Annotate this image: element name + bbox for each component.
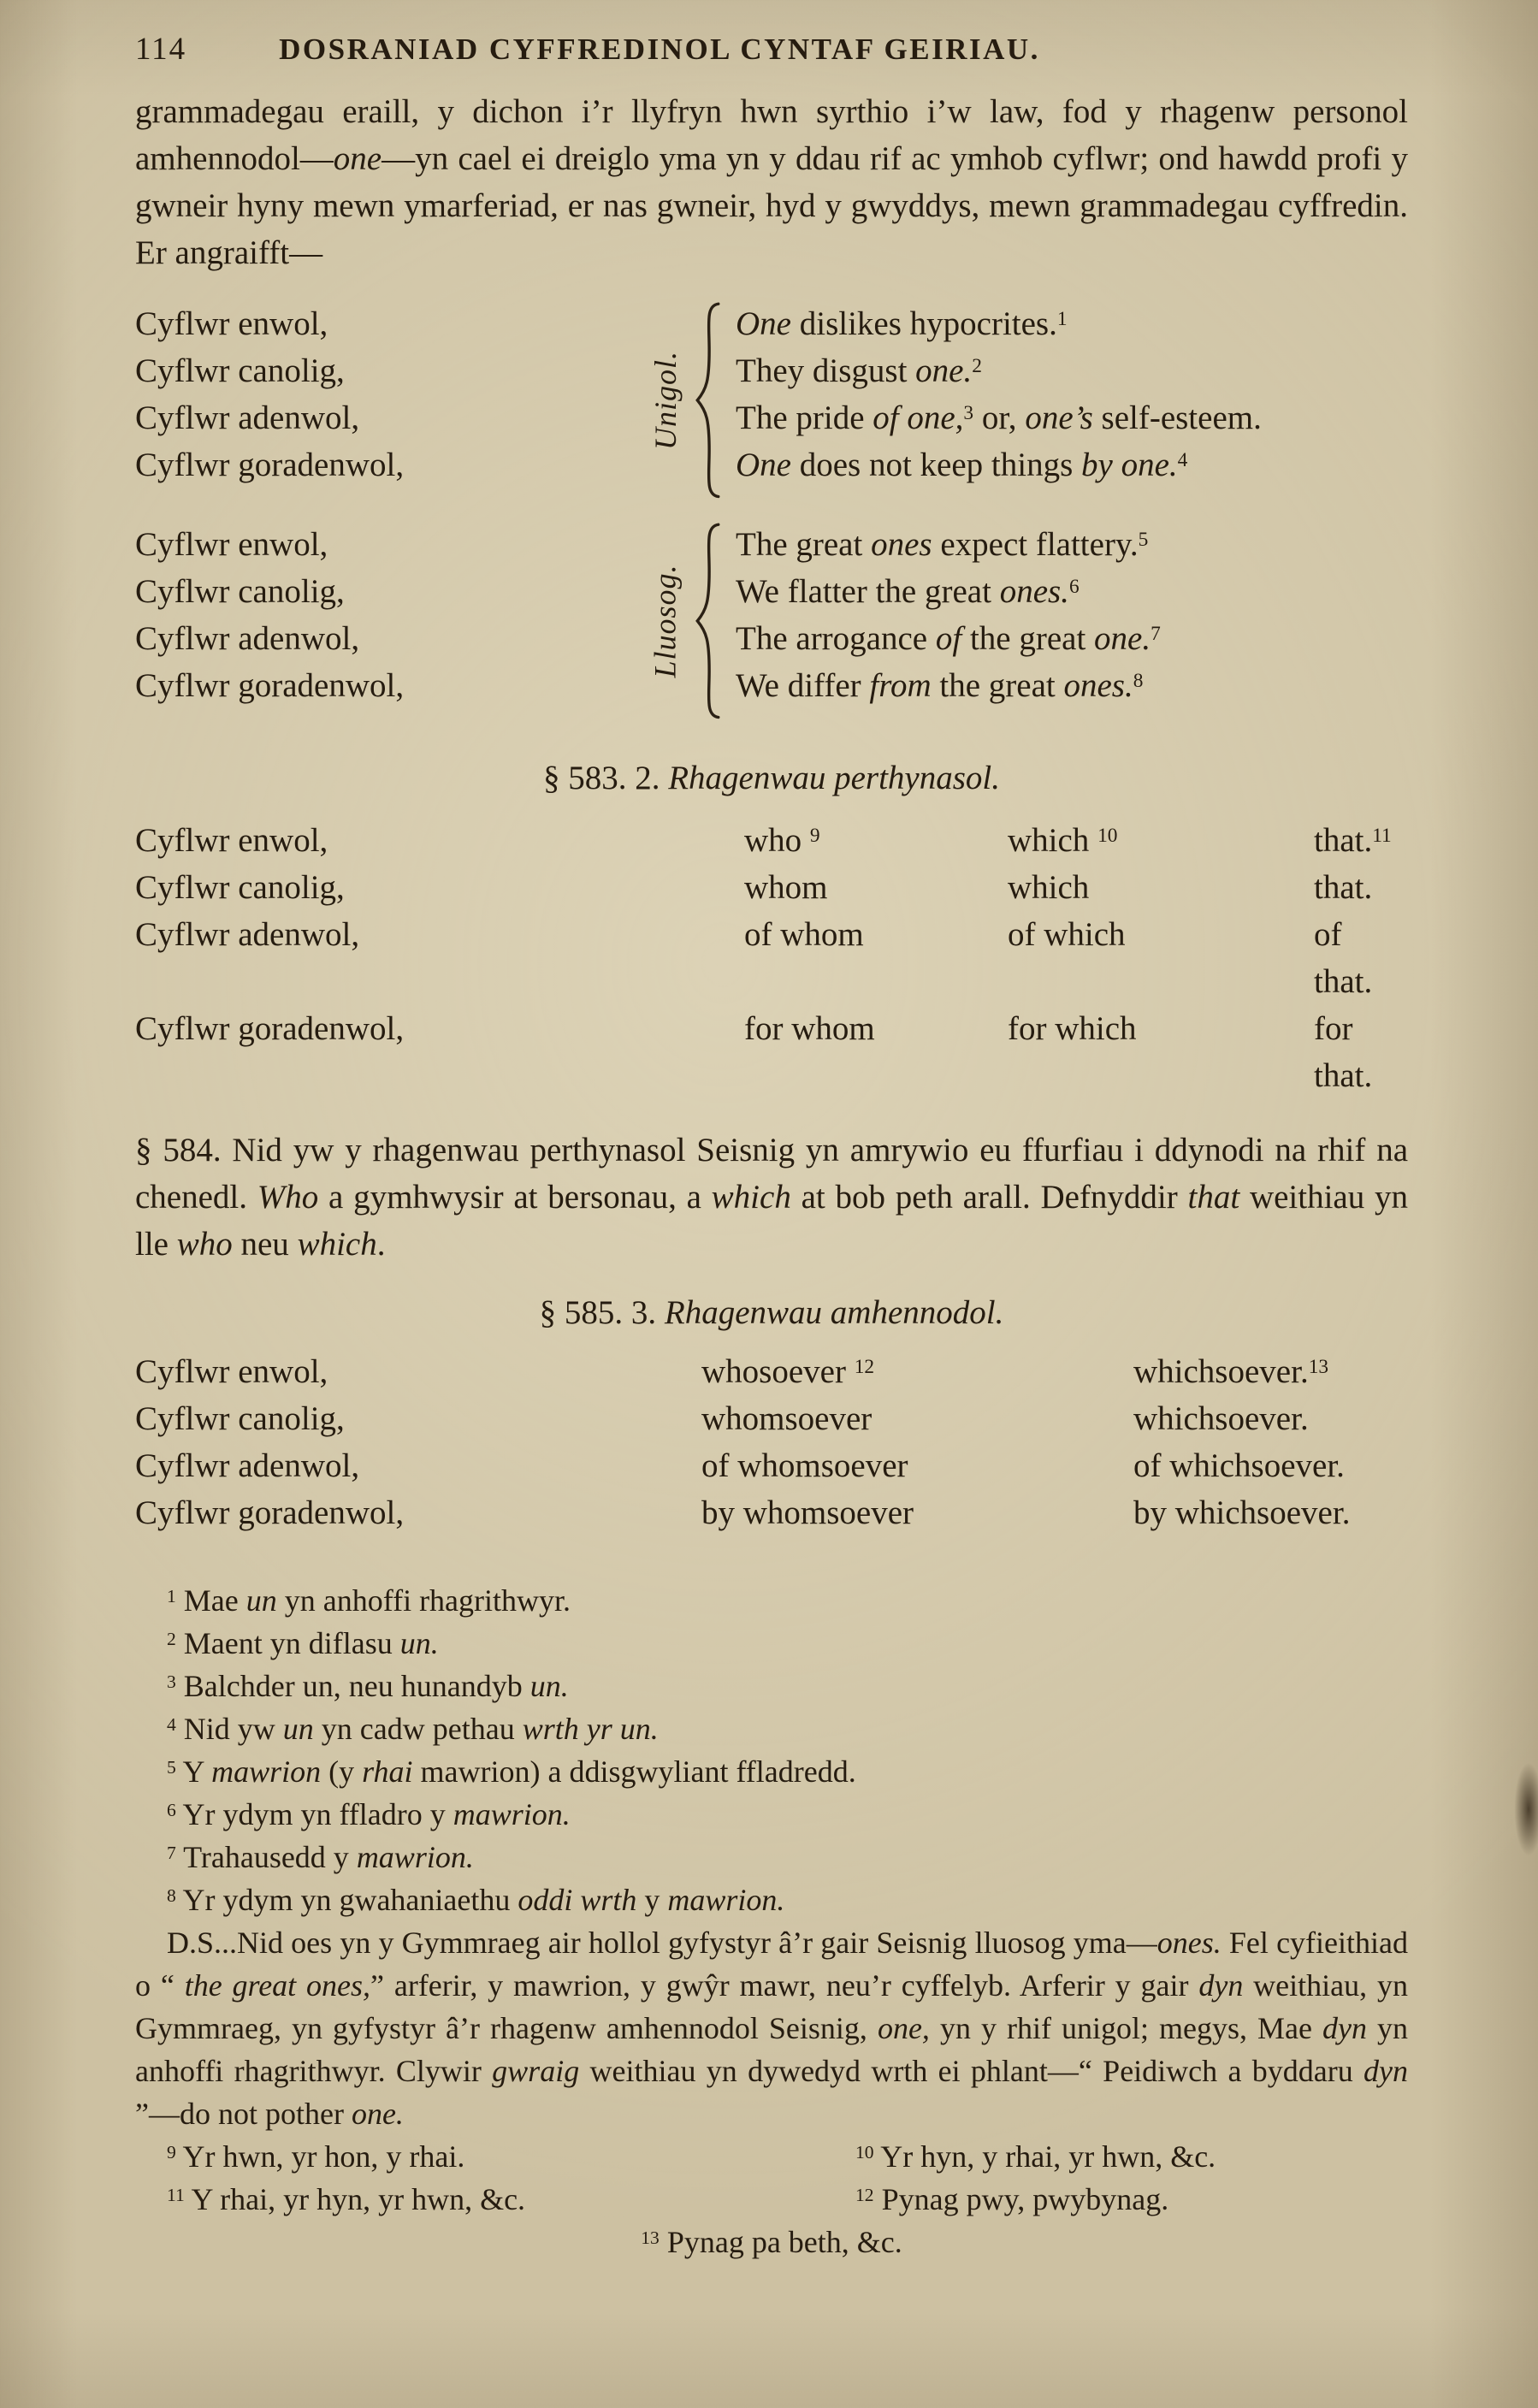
indefinite-pronouns-table [135, 1348, 1408, 1536]
example-line: We differ from the great ones.$^8$ [736, 666, 1144, 704]
page-number: 114 [135, 32, 187, 67]
table-cell: for whom [744, 1009, 875, 1047]
case-label: Cyflwr canolig, [135, 352, 345, 389]
example-line: The pride of one,$^3$ or, one’s self-esteem. [736, 399, 1262, 436]
example-line: The arrogance of the great one.$^7$ [736, 619, 1161, 657]
rotated-group-label [638, 521, 693, 721]
brace-icon [693, 300, 731, 500]
rotated-label-text: Unigol. [648, 350, 683, 450]
table-row [135, 911, 1408, 1005]
case-label: Cyflwr goradenwol, [135, 1494, 405, 1531]
table-row [135, 1395, 1408, 1442]
case-label: Cyflwr goradenwol, [135, 666, 405, 704]
case-label: Cyflwr enwol, [135, 821, 328, 859]
footnote-10: $^{10}$ Yr hyn, y rhai, yr hwn, &c. [855, 2139, 1216, 2174]
table-row [135, 864, 1408, 911]
table-cell: of whichsoever. [1133, 1447, 1345, 1484]
footnote-13: $^{13}$ Pynag pa beth, &c. [641, 2224, 902, 2259]
example-line: They disgust one.$^2$ [736, 352, 982, 389]
footnote-8: $^8$ Yr ydym yn gwahaniaethu oddi wrth y mawrion. [167, 1882, 785, 1917]
table-cell: of whomsoever [701, 1447, 908, 1484]
table-cell: whichsoever. [1133, 1399, 1309, 1437]
brace-icon [693, 521, 731, 721]
footnote-5: $^5$ Y mawrion (y rhai mawrion) a ddisgwyliant ffladredd. [167, 1754, 856, 1789]
case-label: Cyflwr canolig, [135, 868, 345, 906]
table-cell: of whom [744, 915, 864, 953]
footnote-7: $^7$ Trahausedd y mawrion. [167, 1839, 474, 1874]
rotated-label-text: Lluosog. [648, 564, 683, 678]
section-583-heading: § 583. 2. Rhagenwau perthynasol. [542, 759, 1001, 796]
case-label: Cyflwr enwol, [135, 1352, 328, 1390]
table-cell: for that. [1314, 1009, 1373, 1094]
case-label: Cyflwr adenwol, [135, 399, 360, 436]
footnote-6: $^6$ Yr ydym yn ffladro y mawrion. [167, 1796, 571, 1831]
table-cell: whichsoever.$^{13}$ [1133, 1352, 1329, 1390]
case-labels-column [135, 521, 638, 721]
table-cell: whosoever $^{12}$ [701, 1352, 875, 1390]
footnotes-section [135, 1579, 1408, 2263]
footnote-12: $^{12}$ Pynag pwy, pwybynag. [855, 2181, 1169, 2216]
table-cell: whom [744, 868, 828, 906]
intro-paragraph: grammadegau eraill, y dichon i’r llyfryn hwn syrthio i’w law, fod y rhagenw personol amhennodol—one—yn cael ei dreiglo yma yn y ddau rif ac ymhob cyflwr; ond hawdd profi y gwneir hyny mewn ymarferiad, er nas gwneir, hyd y gwyddys, mewn grammadegau cyffredin. Er angraifft— [135, 93, 1408, 271]
case-label: Cyflwr enwol, [135, 305, 328, 342]
table-cell: of which [1008, 915, 1126, 953]
table-cell: whomsoever [701, 1399, 873, 1437]
case-label: Cyflwr adenwol, [135, 915, 360, 953]
case-label: Cyflwr canolig, [135, 572, 345, 610]
section-585-heading: § 585. 3. Rhagenwau amhennodol. [539, 1293, 1004, 1331]
footnote-pair-row [135, 2135, 1408, 2178]
footnote-11: $^{11}$ Y rhai, yr hyn, yr hwn, &c. [167, 2181, 526, 2216]
example-line: The great ones expect flattery.$^5$ [736, 525, 1149, 563]
plural-examples-group [135, 521, 1408, 721]
case-label: Cyflwr goradenwol, [135, 1009, 405, 1047]
example-line: One dislikes hypocrites.$^1$ [736, 305, 1068, 342]
table-cell: that.$^{11}$ [1314, 821, 1392, 859]
example-lines [731, 300, 1408, 500]
footnote-pair-row [135, 2178, 1408, 2221]
table-cell: which $^{10}$ [1008, 821, 1118, 859]
footnote-3: $^3$ Balchder un, neu hunandyb un. [167, 1668, 569, 1703]
case-labels-column [135, 300, 638, 500]
case-label: Cyflwr adenwol, [135, 619, 360, 657]
table-cell: that. [1314, 868, 1373, 906]
footnote-2: $^2$ Maent yn diflasu un. [167, 1625, 439, 1660]
case-label: Cyflwr enwol, [135, 525, 328, 563]
table-row [135, 1348, 1408, 1395]
example-line: One does not keep things by one.$^4$ [736, 447, 1188, 483]
example-line: We flatter the great ones.$^6$ [736, 572, 1080, 610]
table-cell: by whomsoever [701, 1494, 914, 1531]
relative-pronouns-table [135, 817, 1408, 1099]
table-row [135, 1442, 1408, 1489]
footnote-9: $^9$ Yr hwn, yr hon, y rhai. [167, 2139, 465, 2174]
chapter-title: DOSRANIAD CYFFREDINOL CYNTAF GEIRIAU. [279, 33, 1040, 66]
table-row [135, 817, 1408, 864]
rotated-group-label [638, 300, 693, 500]
case-label: Cyflwr goradenwol, [135, 447, 405, 483]
table-cell: who $^9$ [744, 821, 820, 859]
table-cell: by whichsoever. [1133, 1494, 1351, 1531]
singular-examples-group [135, 300, 1408, 500]
example-lines [731, 521, 1408, 721]
case-label: Cyflwr canolig, [135, 1399, 345, 1437]
table-cell: of that. [1314, 915, 1373, 1000]
table-cell: which [1008, 868, 1090, 906]
footnote-4: $^4$ Nid yw un yn cadw pethau wrth yr un. [167, 1711, 659, 1746]
footnote-1: $^1$ Mae un yn anhoffi rhagrithwyr. [167, 1583, 571, 1618]
paragraph-584: § 584. Nid yw y rhagenwau perthynasol Seisnig yn amrywio eu ffurfiau i ddynodi na rhif na chenedl. Who a gymhwysir at bersonau, a which at bob peth arall. Defnyddir that weithiau yn lle who neu which. [135, 1131, 1409, 1263]
table-row [135, 1489, 1408, 1536]
running-header [135, 31, 1408, 68]
page-edge-blemish [1514, 1762, 1538, 1856]
table-cell: for which [1008, 1009, 1137, 1047]
case-label: Cyflwr adenwol, [135, 1447, 360, 1484]
table-row [135, 1005, 1408, 1099]
ds-note-paragraph: D.S...Nid oes yn y Gymmraeg air hollol gyfystyr â’r gair Seisnig lluosog yma—ones. Fel cyfieithiad o “ the great ones,” arferir, y mawrion, y gwŷr mawr, neu’r cyffelyb. Arferir y gair dyn weithiau, yn Gymmraeg, yn gyfystyr â’r rhagenw amhennodol Seisnig, one, yn y rhif unigol; megys, Mae dyn yn anhoffi rhagrithwyr. Clywir gwraig weithiau yn dywedyd wrth ei phlant—“ Peidiwch a byddaru dyn ”—do not pother one. [135, 1925, 1409, 2131]
